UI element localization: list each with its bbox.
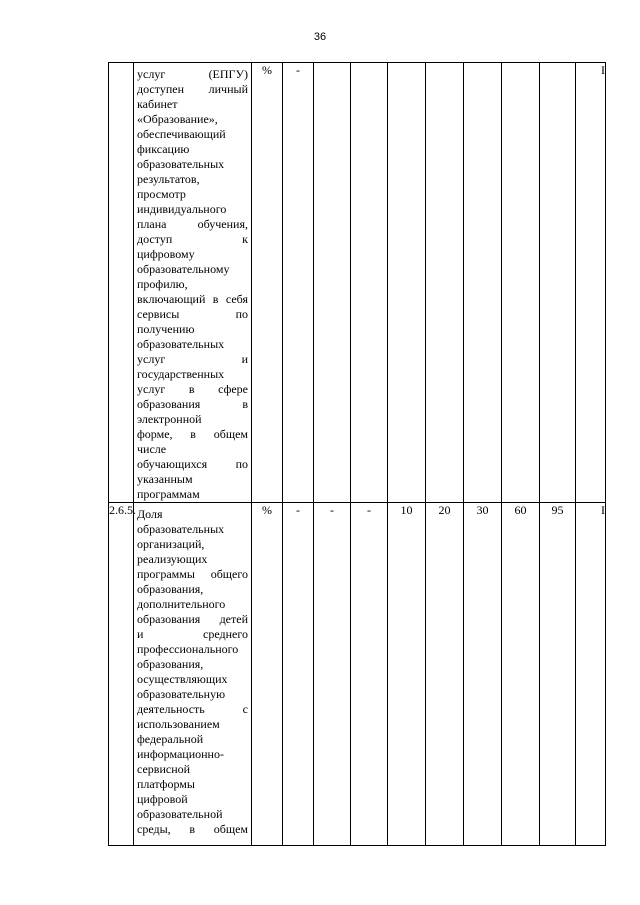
description-line: дополнительного (137, 597, 226, 611)
description-line: профессионального (137, 642, 239, 656)
description-line: использованием (137, 717, 220, 731)
description-line: платформы (137, 777, 195, 791)
value-cell: 20 (426, 503, 464, 846)
table-row (109, 63, 606, 503)
description-line: включающий в себя (137, 292, 248, 306)
indicator-description (134, 63, 252, 503)
description-line: реализующих (137, 552, 208, 566)
value-cell: 95 (540, 503, 576, 846)
base-value-cell: - (283, 63, 314, 503)
value-cell: 60 (502, 503, 540, 846)
description-line: услуг (ЕПГУ) (137, 67, 248, 81)
description-line: информационно- (137, 747, 224, 761)
description-line: доступен личный (137, 82, 248, 96)
description-line: просмотр (137, 187, 186, 201)
description-line: государственных (137, 367, 225, 381)
indicator-description (134, 503, 252, 846)
description-line: сервисы по (137, 307, 248, 321)
description-line: образовательных (137, 337, 225, 351)
value-cell (464, 63, 502, 503)
description-line: профилю, (137, 277, 188, 291)
description-line: и среднего (137, 627, 248, 641)
description-line: сервисной (137, 762, 191, 776)
description-line: программы общего (137, 567, 248, 581)
description-line: образовательную (137, 687, 226, 701)
description-line: федеральной (137, 732, 204, 746)
value-cell (388, 63, 426, 503)
value-cell: 10 (388, 503, 426, 846)
value-cell: 30 (464, 503, 502, 846)
description-line: образования детей (137, 612, 248, 626)
description-line: образования, (137, 582, 204, 596)
description-line: деятельность с (137, 702, 248, 716)
description-line: услуг и (137, 352, 248, 366)
value-cell (502, 63, 540, 503)
description-line: осуществляющих (137, 672, 228, 686)
value-cell: - (351, 503, 388, 846)
table-row (109, 503, 606, 846)
description-line: образовательному (137, 262, 230, 276)
description-line: получению (137, 322, 195, 336)
description-line: цифровому (137, 247, 195, 261)
row-number (109, 63, 134, 503)
description-line: обеспечивающий (137, 127, 226, 141)
mark-cell: I (576, 503, 606, 846)
value-cell (426, 63, 464, 503)
description-line: фиксацию (137, 142, 190, 156)
description-line: программам (137, 487, 200, 501)
description-line: форме, в общем (137, 427, 248, 441)
value-cell (351, 63, 388, 503)
page-number: 36 (313, 31, 327, 43)
description-line: обучающихся по (137, 457, 248, 471)
indicator-table (108, 62, 606, 846)
description-line: электронной (137, 412, 202, 426)
description-line: Доля (137, 507, 163, 521)
description-line: указанным (137, 472, 193, 486)
unit-cell: % (252, 503, 283, 846)
description-line: «Образование», (137, 112, 218, 126)
value-cell: - (314, 503, 351, 846)
description-line: услуг в сфере (137, 382, 248, 396)
description-line: кабинет (137, 97, 178, 111)
description-line: результатов, (137, 172, 200, 186)
base-value-cell: - (283, 503, 314, 846)
description-line: индивидуального (137, 202, 227, 216)
description-line: организаций, (137, 537, 205, 551)
value-cell (540, 63, 576, 503)
description-line: образования в (137, 397, 248, 411)
description-line: доступ к (137, 232, 248, 246)
mark-cell: I (576, 63, 606, 503)
value-cell (314, 63, 351, 503)
description-line: цифровой (137, 792, 188, 806)
row-number: 2.6.5. (109, 503, 134, 846)
unit-cell: % (252, 63, 283, 503)
description-line: образования, (137, 657, 204, 671)
description-line: среды, в общем (137, 822, 248, 836)
description-line: образовательной (137, 807, 223, 821)
description-line: образовательных (137, 522, 225, 536)
description-line: плана обучения, (137, 217, 248, 231)
description-line: образовательных (137, 157, 225, 171)
description-line: числе (137, 442, 167, 456)
